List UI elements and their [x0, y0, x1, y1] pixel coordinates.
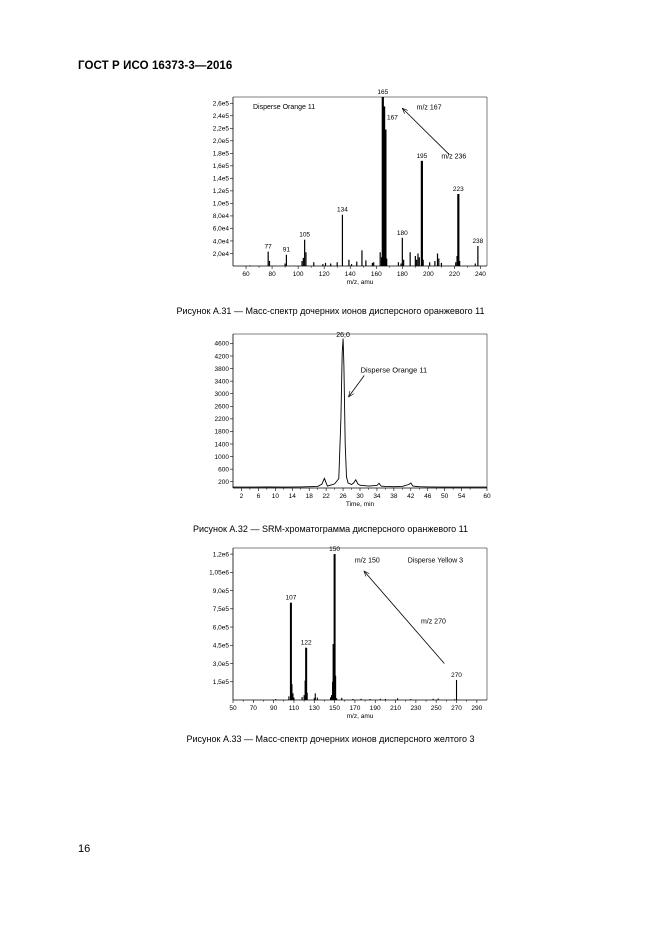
y-tick-label: 2,6e5	[212, 100, 229, 108]
spectrum-bar	[433, 699, 434, 700]
figure-caption-a32: Рисунок А.32 — SRM-хроматограмма дисперсного оранжевого 11	[192, 524, 469, 534]
peak-label: 26,0	[336, 332, 350, 340]
x-tick-label: 10	[271, 493, 279, 500]
spectrum-bar	[314, 698, 315, 700]
y-tick-label: 3400	[214, 378, 229, 386]
x-tick-label: 160	[370, 271, 382, 278]
x-tick-label: 90	[270, 705, 278, 712]
peak-label: 122	[300, 639, 312, 647]
x-tick-label: 190	[369, 705, 381, 712]
spectrum-bar	[385, 699, 386, 700]
y-tick-label: 2,0e5	[212, 138, 229, 146]
y-tick-label: 200	[218, 479, 229, 487]
y-tick-label: 4600	[214, 340, 229, 348]
x-axis-label: Time, min	[345, 501, 375, 508]
y-tick-label: 2600	[214, 403, 229, 411]
x-tick-label: 60	[483, 493, 491, 500]
y-tick-label: 4,5e5	[212, 642, 229, 650]
x-tick-label: 50	[229, 705, 237, 712]
x-tick-label: 54	[457, 493, 466, 500]
y-tick-label: 1,05e6	[209, 569, 229, 577]
y-tick-label: 1,2e5	[212, 188, 229, 196]
spectrum-bar	[438, 699, 439, 700]
x-tick-label: 46	[424, 493, 432, 500]
y-tick-label: 1,6e5	[212, 163, 229, 171]
x-tick-label: 18	[305, 493, 313, 500]
spectrum-bar	[292, 693, 293, 700]
peak-label: 270	[451, 671, 462, 679]
spectrum-bar	[410, 699, 411, 700]
x-tick-label: 180	[396, 271, 408, 278]
x-tick-label: 240	[475, 271, 486, 278]
x-axis-label: m/z, amu	[346, 279, 374, 286]
x-tick-label: 200	[422, 271, 434, 278]
x-tick-label: 50	[441, 493, 449, 500]
y-tick-label: 1,4e5	[212, 175, 229, 183]
y-tick-label: 1,5e5	[212, 679, 229, 687]
y-tick-label: 1800	[214, 428, 229, 436]
x-tick-label: 120	[318, 271, 330, 278]
y-tick-label: 1,2e6	[212, 551, 229, 559]
spectrum-bar	[336, 698, 337, 700]
y-tick-label: 1,0e5	[212, 200, 229, 208]
x-tick-label: 80	[268, 271, 276, 278]
annotation-label: m/z 167	[416, 104, 442, 112]
spectrum-bar	[397, 698, 398, 700]
x-tick-label: 230	[410, 705, 422, 712]
spectrum-bar	[454, 699, 455, 700]
y-tick-label: 9,0e5	[212, 587, 229, 595]
peak-label: 238	[472, 237, 484, 245]
annotation-label: m/z 150	[354, 557, 380, 565]
annotation-label: Disperse Yellow 3	[407, 557, 464, 565]
spectrum-bar	[370, 699, 371, 700]
peak-label: 167	[386, 114, 398, 122]
spectrum-bar	[307, 693, 308, 700]
x-tick-label: 26	[339, 493, 347, 500]
peak-label: 195	[416, 152, 428, 160]
y-tick-label: 2,2e5	[212, 125, 229, 133]
annotation-label: Disperse Orange 11	[360, 365, 428, 375]
x-tick-label: 140	[344, 271, 356, 278]
y-tick-label: 4,0e4	[212, 238, 229, 246]
x-tick-label: 290	[471, 705, 483, 712]
y-tick-label: 6,0e4	[212, 225, 229, 233]
x-tick-label: 70	[249, 705, 257, 712]
y-tick-label: 3000	[214, 391, 229, 399]
peak-label: 91	[282, 246, 291, 254]
x-tick-label: 110	[288, 705, 300, 712]
spectrum-bar	[456, 680, 457, 700]
spectrum-bar	[304, 695, 305, 700]
x-tick-label: 150	[329, 705, 341, 712]
spectrum-bar	[317, 698, 318, 700]
spectrum-bar	[360, 699, 361, 700]
peak-label: 107	[285, 594, 297, 602]
x-tick-label: 6	[256, 493, 261, 500]
figure-caption-a31: Рисунок А.31 — Масс-спектр дочерних ионов дисперсного оранжевого 11	[176, 306, 485, 316]
y-tick-label: 8,0e4	[212, 213, 229, 221]
spectrum-bar	[302, 697, 303, 700]
spectrum-bar	[335, 676, 336, 700]
annotation-label: m/z 236	[441, 153, 467, 161]
x-axis-label: m/z, amu	[346, 713, 374, 720]
peak-label: 134	[336, 206, 348, 214]
y-tick-label: 3,0e5	[212, 660, 229, 668]
peak-label: 165	[377, 89, 389, 96]
spectrum-bar	[341, 698, 342, 700]
x-tick-label: 2	[239, 493, 244, 500]
y-tick-label: 1,8e5	[212, 150, 229, 158]
x-tick-label: 170	[349, 705, 361, 712]
y-tick-label: 3800	[214, 365, 229, 373]
spectrum-bar	[352, 699, 353, 700]
y-tick-label: 2,0e4	[212, 250, 229, 258]
peak-label: 180	[396, 229, 408, 237]
page-number: 16	[78, 843, 91, 855]
x-tick-label: 60	[242, 271, 250, 278]
x-tick-label: 22	[322, 493, 330, 500]
spectrum-bar	[331, 695, 332, 700]
peak-label: 223	[452, 186, 464, 194]
x-tick-label: 250	[430, 705, 442, 712]
y-tick-label: 2200	[214, 416, 229, 424]
x-tick-label: 130	[308, 705, 320, 712]
spectrum-bar	[293, 698, 294, 700]
y-tick-label: 600	[218, 466, 229, 474]
peak-label: 77	[264, 243, 272, 251]
y-tick-label: 7,5e5	[212, 606, 229, 614]
chart-title: Disperse Orange 11	[253, 104, 316, 111]
document-header: ГОСТ Р ИСО 16373-3—2016	[78, 60, 233, 72]
spectrum-bar	[315, 693, 316, 700]
peak-label: 105	[299, 231, 311, 239]
annotation-arrow	[364, 571, 444, 663]
x-tick-label: 30	[356, 493, 364, 500]
spectrum-bar	[291, 684, 292, 700]
spectrum-bar	[275, 699, 276, 700]
spectrum-bar	[380, 699, 381, 700]
x-tick-label: 270	[451, 705, 462, 712]
peak-label: 150	[329, 546, 341, 554]
x-tick-label: 38	[390, 493, 398, 500]
y-tick-label: 1000	[214, 453, 229, 461]
spectrum-bar	[305, 648, 307, 700]
x-tick-label: 210	[390, 705, 401, 712]
y-tick-label: 4200	[214, 353, 229, 361]
annotation-label: m/z 270	[420, 618, 446, 626]
figure-caption-a33: Рисунок А.33 — Масс-спектр дочерних ионов дисперсного желтого 3	[186, 734, 475, 744]
x-tick-label: 34	[373, 493, 381, 500]
x-tick-label: 42	[407, 493, 415, 500]
x-tick-label: 220	[449, 271, 460, 278]
y-tick-label: 6,0e5	[212, 624, 229, 632]
spectrum-bar	[288, 696, 289, 700]
x-tick-label: 100	[292, 271, 304, 278]
y-tick-label: 1400	[214, 441, 229, 449]
spectrum-bar	[330, 697, 331, 700]
x-tick-label: 14	[288, 493, 296, 500]
y-tick-label: 2,4e5	[212, 113, 229, 121]
